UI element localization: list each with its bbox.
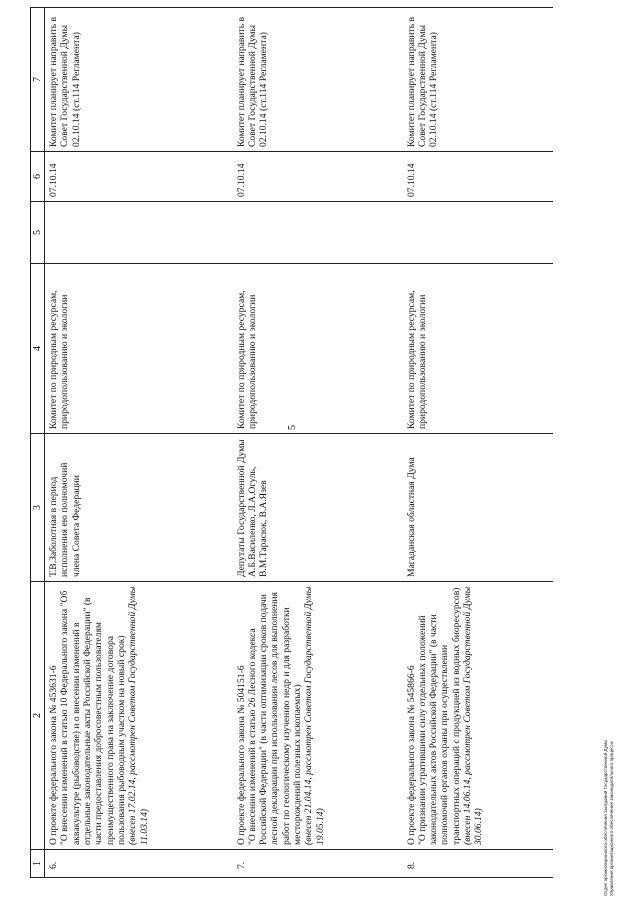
- initiator-cell: Т.В.Заболотная в период исполнения ею полномочий члена Совета Федерации: [45, 434, 233, 582]
- table-row: [233, 8, 403, 878]
- note-cell: Комитет планирует направить в Совет Государственной Думы 02.10.14 (ст.114 Регламента): [233, 8, 403, 152]
- bill-number: О проекте федерального закона № 504151-6: [235, 665, 247, 845]
- page-footer: [603, 696, 615, 896]
- column-header: 6: [31, 152, 45, 202]
- bill-description: "О внесении изменений в статью 26 Лесного кодекса Российской Федерации" (в части оптимизации сроков подачи лесной декларации при использовании лесов для выполнения работ по геологическому изучению недр и для разработки месторождений полезных ископаемых): [246, 592, 304, 845]
- initiator-cell: Депутаты Государственной Думы А.Б.Василенко, Л.А.Огуль, В.М.Тарасюк, В.А.Язев: [233, 434, 403, 582]
- footer-line: Управления организационного обеспечения законодательного процесса: [609, 741, 615, 896]
- bill-number: О проекте федерального закона № 545866-6: [405, 665, 417, 845]
- bill-cell: [45, 582, 233, 850]
- bills-table: [30, 7, 553, 878]
- committee-cell: Комитет по природным ресурсам, природопользованию и экологии: [233, 264, 403, 434]
- footer-line: Отдел организационного обеспечения заседаний Государственной Думы: [603, 739, 608, 896]
- column-header: 2: [31, 582, 45, 850]
- note-cell: Комитет планирует направить в Совет Государственной Думы 02.10.14 (ст.114 Регламента): [403, 8, 553, 152]
- row-number: 7.: [233, 850, 403, 878]
- bill-introduction: (внесен 14.06.14, рассмотрен Советом Государственной Думы 30.06.14): [462, 586, 485, 845]
- committee-cell: Комитет по природным ресурсам, природопользованию и экологии: [403, 264, 553, 434]
- bill-introduction: (внесен 21.04.14, рассмотрен Советом Государственной Думы 19.05.14): [303, 586, 326, 845]
- bill-number: О проекте федерального закона № 453631-6: [48, 665, 59, 845]
- empty-cell: [403, 202, 553, 264]
- column-header: 3: [31, 434, 45, 582]
- date-cell: 07.10.14: [233, 152, 403, 202]
- empty-cell: [45, 202, 233, 264]
- bill-description: "О признании утратившими силу отдельных положений законодательных актов Российской Федерации" (в части полномочий органов охраны при осуществлении транспортных операций с продукцией из водных биоресурсов): [416, 587, 462, 845]
- column-header: 1: [31, 850, 45, 878]
- date-cell: 07.10.14: [403, 152, 553, 202]
- note-cell: Комитет планирует направить в Совет Государственной Думы 02.10.14 (ст.114 Регламента): [45, 8, 233, 152]
- table-row: [45, 8, 233, 878]
- table-row: [403, 8, 553, 878]
- date-cell: 07.10.14: [45, 152, 233, 202]
- bill-introduction: (внесен 17.02.14, рассмотрен Советом Государственной Думы 11.03.14): [127, 586, 150, 845]
- page-number: 5: [287, 425, 298, 430]
- bill-cell: [233, 582, 403, 850]
- committee-cell: Комитет по природным ресурсам, природопользованию и экологии: [45, 264, 233, 434]
- initiator-cell: Магаданская областная Дума: [403, 434, 553, 582]
- row-number: 8.: [403, 850, 553, 878]
- column-header: 4: [31, 264, 45, 434]
- column-header: 7: [31, 8, 45, 152]
- column-header: 5: [31, 202, 45, 264]
- column-number-row: [31, 8, 45, 878]
- rotated-page: [30, 8, 608, 878]
- bill-description: "О внесении изменений в статью 10 Федерального закона "Об аквакультуре (рыбоводстве) и о внесении изменений в отдельные законодательные акты Российской Федерации" (в части предоставления добросовестным пользователям преимущественного права на заключение договора пользования рыбоводным участком на новый срок): [59, 590, 127, 845]
- row-number: 6.: [45, 850, 233, 878]
- empty-cell: [233, 202, 403, 264]
- bill-cell: [403, 582, 553, 850]
